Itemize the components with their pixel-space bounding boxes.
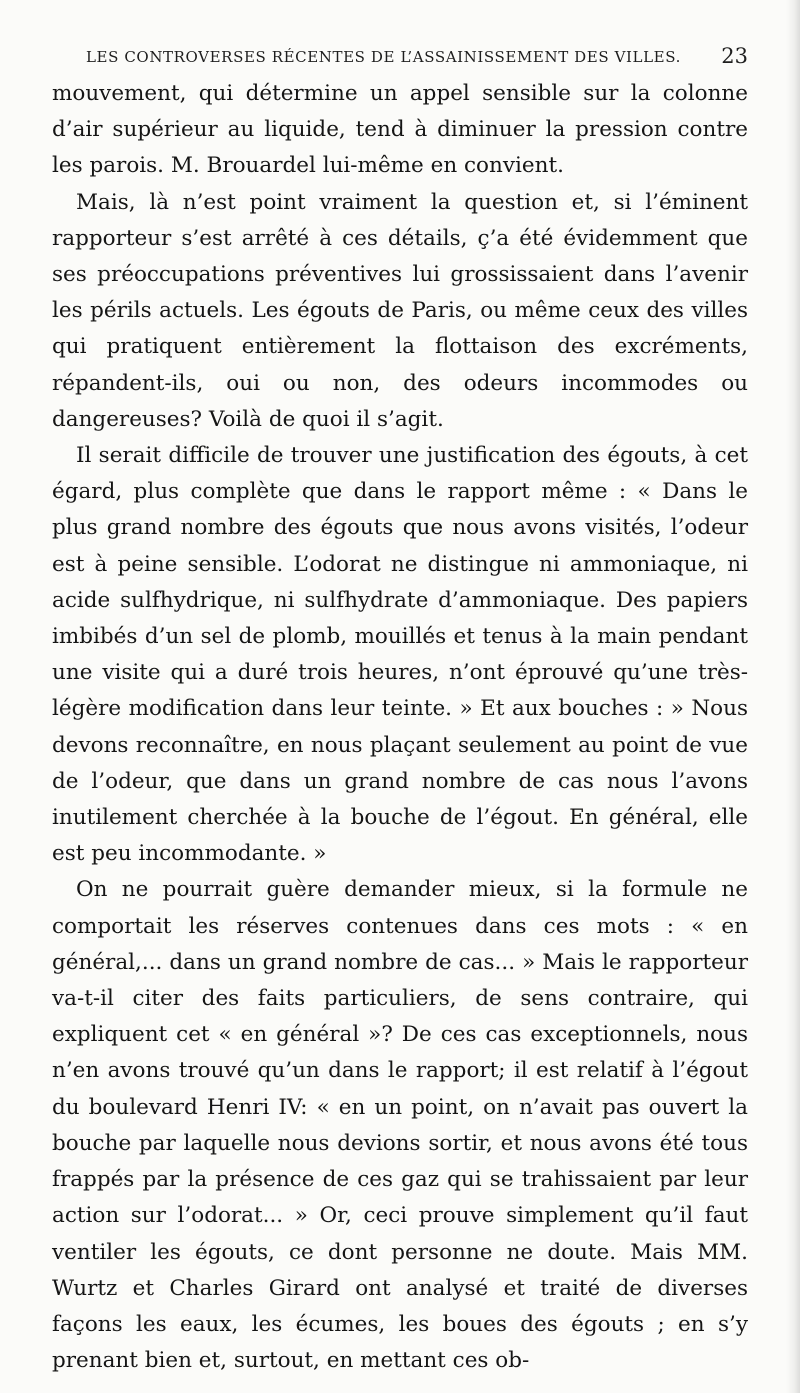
page-binding-shadow: [786, 0, 800, 1393]
running-title: LES CONTROVERSES RÉCENTES DE L’ASSAINISSEMENT DES VILLES.: [86, 48, 681, 66]
paragraph: Il serait difficile de trouver une justification des égouts, à cet égard, plus complète que dans le rapport même : « Dans le plus grand nombre des égouts que nous avons visités, l’odeur est à peine sensible. L’odorat ne distingue ni ammoniaque, ni acide sulfhydrique, ni sulfhydrate d’ammoniaque. Des papiers imbibés d’un sel de plomb, mouillés et tenus à la main pendant une visite qui a duré trois heures, n’ont éprouvé qu’une très-légère modification dans leur teinte. » Et aux bouches : » Nous devons reconnaître, en nous plaçant seulement au point de vue de l’odeur, que dans un grand nombre de cas nous l’avons inutilement cherchée à la bouche de l’égout. En général, elle est peu incommodante. »: [52, 443, 748, 867]
paragraph: On ne pourrait guère demander mieux, si la formule ne comportait les réserves contenues dans ces mots : « en général,... dans un grand nombre de cas... » Mais le rapporteur va-t-il citer des faits particuliers, de sens contraire, qui expliquent cet « en général »? De ces cas exceptionnels, nous n’en avons trouvé qu’un dans le rapport; il est relatif à l’égout du boulevard Henri IV: « en un point, on n’avait pas ouvert la bouche par laquelle nous devions sortir, et nous avons été tous frappés par la présence de ces gaz qui se trahissaient par leur action sur l’odorat... » Or, ceci prouve simplement qu’il faut ventiler les égouts, ce dont personne ne doute. Mais MM. Wurtz et Charles Girard ont analysé et traité de diverses façons les eaux, les écumes, les boues des égouts ; en s’y prenant bien et, surtout, en mettant ces ob-: [52, 877, 748, 1374]
page-header: [86, 44, 748, 78]
paragraph-continuation: mouvement, qui détermine un appel sensible sur la colonne d’air supérieur au liquide, tend à diminuer la pression contre les parois. M. Brouardel lui-même en convient.: [52, 81, 748, 179]
page-number: 23: [721, 44, 748, 68]
body-text: [52, 76, 748, 1379]
paragraph: Mais, là n’est point vraiment la question et, si l’éminent rapporteur s’est arrêté à ces détails, ç’a été évidemment que ses préoccupations préventives lui grossissaient dans l’avenir les périls actuels. Les égouts de Paris, ou même ceux des villes qui pratiquent entièrement la flottaison des excréments, répandent-ils, oui ou non, des odeurs incommodes ou dangereuses? Voilà de quoi il s’agit.: [52, 189, 748, 432]
